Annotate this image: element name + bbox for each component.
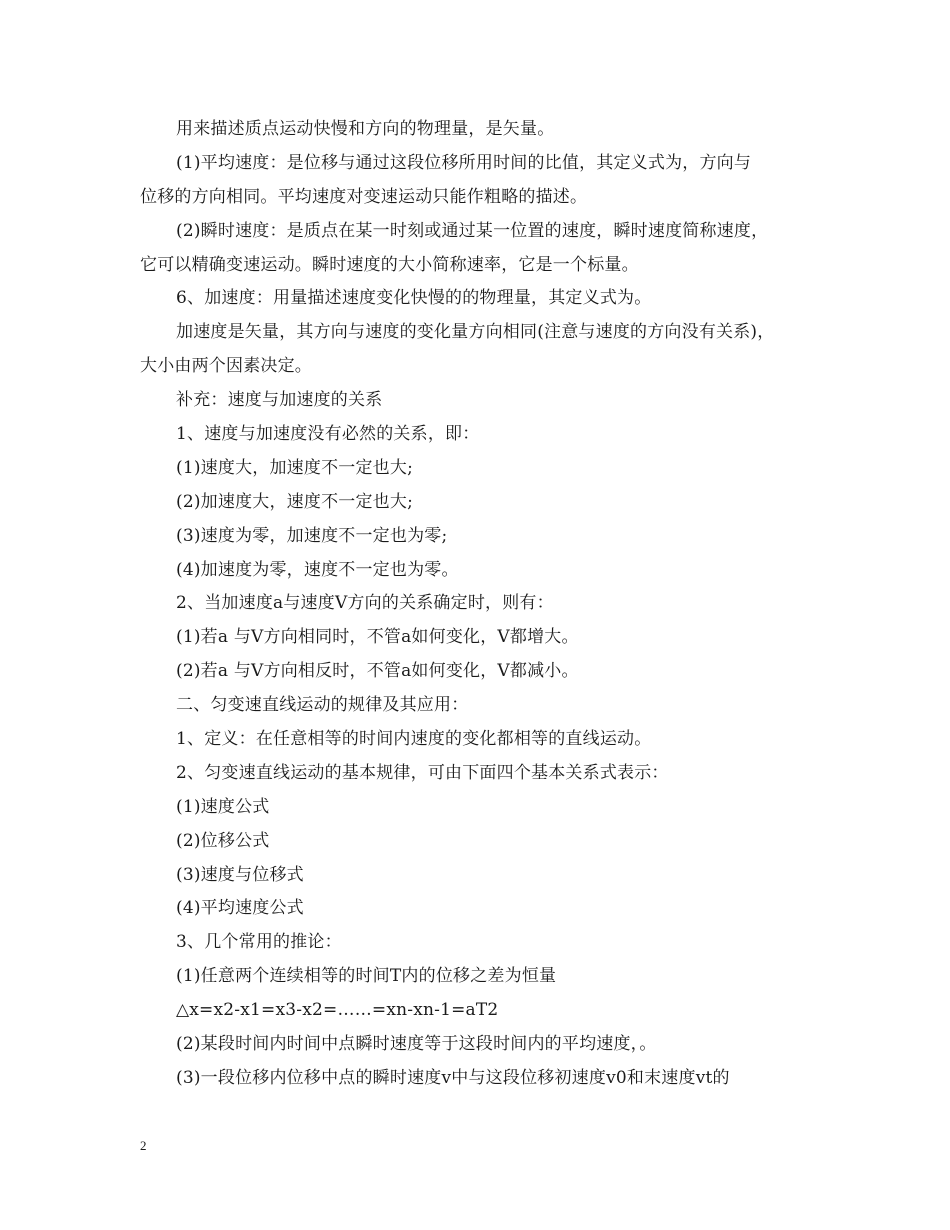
page-number: 2: [140, 1138, 147, 1153]
text-line: 3、几个常用的推论：: [176, 932, 342, 953]
text-line: 1、速度与加速度没有必然的关系，即：: [176, 424, 480, 445]
text-line: 补充：速度与加速度的关系: [176, 390, 383, 411]
text-line: 2、匀变速直线运动的基本规律，可由下面四个基本关系式表示：: [176, 762, 669, 783]
text-line: 1、定义：在任意相等的时间内速度的变化都相等的直线运动。: [176, 729, 652, 750]
text-line: 加速度是矢量，其方向与速度的变化量方向相同(注意与速度的方向没有关系)，: [176, 322, 775, 343]
text-line: (4)平均速度公式: [176, 898, 304, 919]
text-line: 大小由两个因素决定。: [140, 356, 312, 377]
text-line: (1)若a 与V方向相同时，不管a如何变化，V都增大。: [176, 627, 579, 648]
text-line: (2)某段时间内时间中点瞬时速度等于这段时间内的平均速度，。: [176, 1034, 657, 1055]
text-line: 6、加速度：用量描述速度变化快慢的的物理量，其定义式为。: [176, 288, 652, 309]
text-line: (1)任意两个连续相等的时间T内的位移之差为恒量: [176, 966, 557, 987]
text-line: 位移的方向相同。平均速度对变速运动只能作粗略的描述。: [140, 186, 588, 207]
text-line: (2)加速度大，速度不一定也大;: [176, 491, 414, 512]
text-line: (3)一段位移内位移中点的瞬时速度v中与这段位移初速度v0和末速度vt的: [176, 1067, 730, 1088]
text-line: (4)加速度为零，速度不一定也为零。: [176, 559, 459, 580]
text-line: 二、匀变速直线运动的规律及其应用：: [176, 695, 469, 716]
text-line: 2、当加速度a与速度V方向的关系确定时，则有：: [176, 593, 554, 614]
text-line: 用来描述质点运动快慢和方向的物理量，是矢量。: [176, 119, 555, 139]
text-line: △x=x2-x1=x3-x2=……=xn-xn-1=aT2: [176, 1000, 499, 1021]
text-line: (3)速度为零，加速度不一定也为零;: [176, 525, 448, 546]
text-line: (1)速度公式: [176, 796, 270, 817]
document-body: [140, 113, 820, 1096]
text-line: (2)瞬时速度：是质点在某一时刻或通过某一位置的速度，瞬时速度简称速度，: [176, 220, 769, 241]
text-line: (2)若a 与V方向相反时，不管a如何变化，V都减小。: [176, 661, 579, 682]
text-line: (2)位移公式: [176, 830, 270, 851]
text-line: (1)速度大，加速度不一定也大;: [176, 457, 414, 478]
text-line: 它可以精确变速运动。瞬时速度的大小简称速率，它是一个标量。: [140, 254, 639, 275]
text-line: (1)平均速度：是位移与通过这段位移所用时间的比值，其定义式为，方向与: [176, 152, 752, 173]
text-line: (3)速度与位移式: [176, 864, 304, 885]
